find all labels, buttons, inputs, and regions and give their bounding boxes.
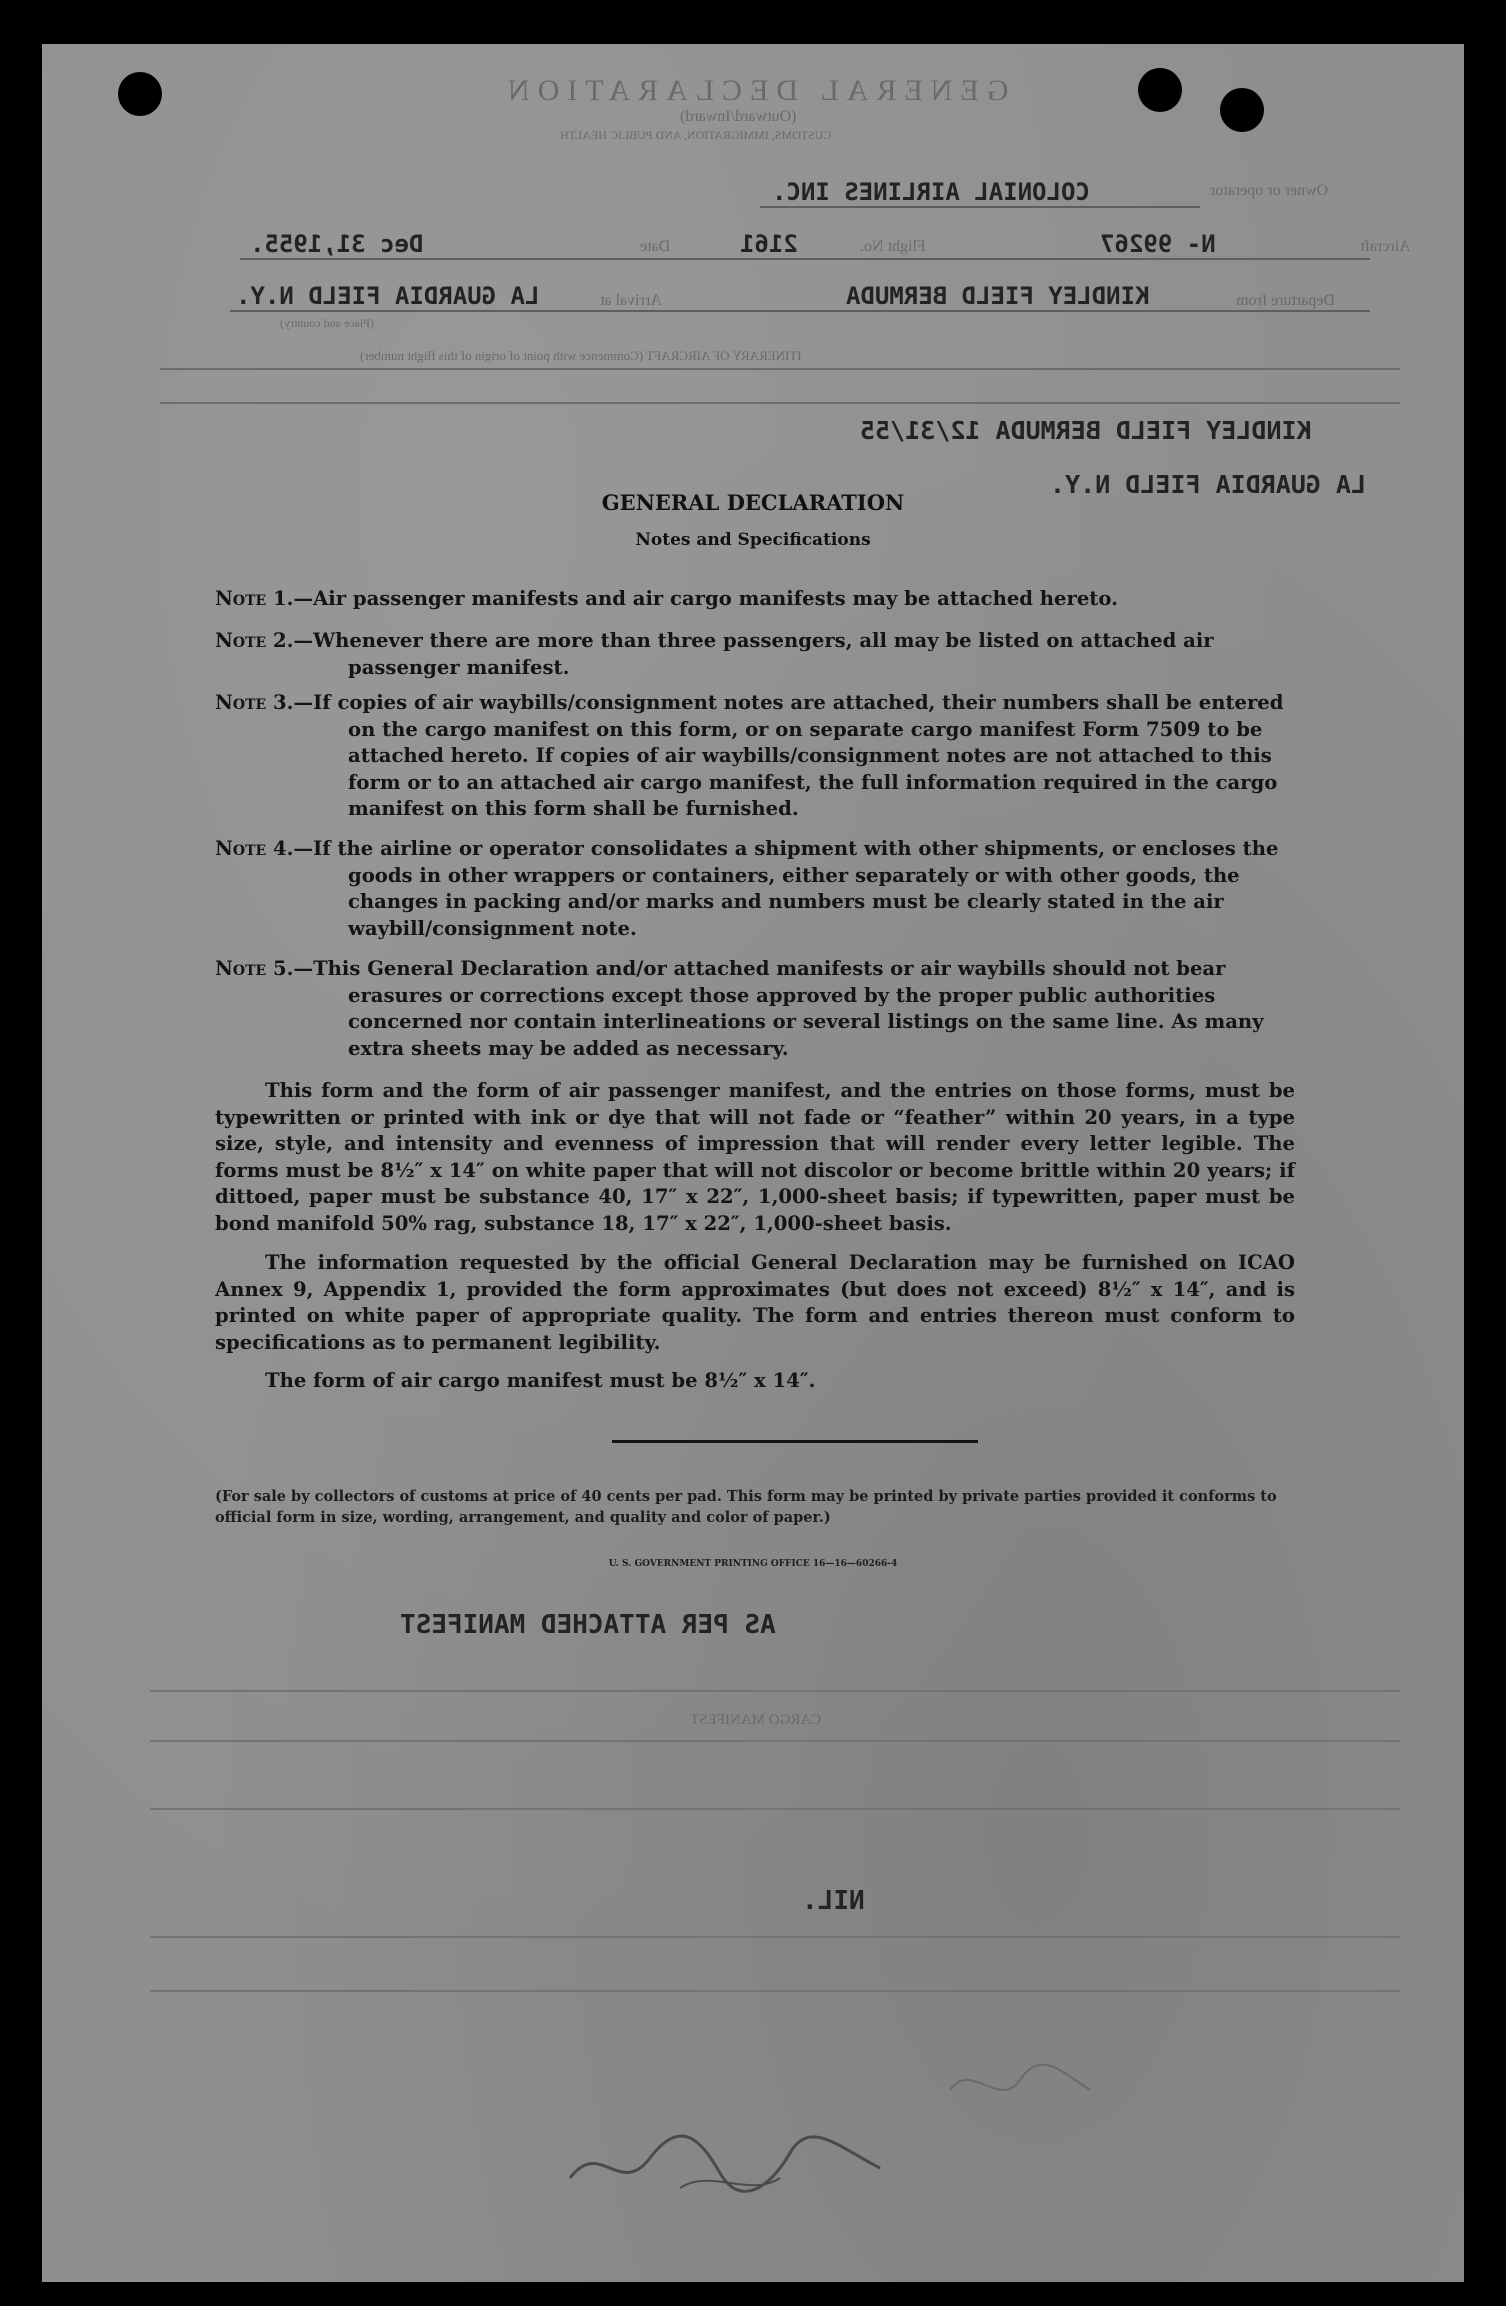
punch-hole [1138,68,1182,112]
form-line [150,1990,1400,1992]
bleed-cargo-manifest-label: CARGO MANIFEST [690,1712,822,1728]
stamp-scribble [940,2050,1100,2120]
note-2 [215,628,1295,681]
note-3-text: —If copies of air waybills/consignment notes are attached, their numbers shall be entered on the cargo manifest on this form, or on separate cargo manifest Form 7509 to be attached hereto. If copies of air waybills/consignment notes are not attached to this form or to an attached air cargo manifest, the full information required in the cargo manifest on this form shall be furnished. [293,691,1284,821]
bleed-label-aircraft: Aircraft [1360,238,1411,255]
divider [612,1440,978,1443]
form-line [160,368,1400,370]
bleed-aircraft: N- 99267 [1100,230,1216,258]
form-line [150,1936,1400,1938]
note-2-tag: Note 2. [215,629,294,652]
paragraph-form-requirements: This form and the form of air passenger manifest, and the entries on those forms, must be typewritten or printed with ink or dye that will not fade or “feather” within 20 years, in a type size, style, and intensity and evenness of impression that will render every letter legible. The forms must be 8½″ x 14″ on white paper that will not discolor or become brittle within 20 years; if dittoed, paper must be substance 40, 17″ x 22″, 1,000-sheet basis; if typewritten, paper must be bond manifold 50% rag, substance 18, 17″ x 22″, 1,000-sheet basis. [215,1079,1295,1235]
bleed-operator: COLONIAL AIRLINES INC. [772,178,1090,206]
paragraph-cargo-manifest-size: The form of air cargo manifest must be 8½″ x 14″. [265,1369,816,1392]
form-line [150,1808,1400,1810]
bleed-place-country: (Place and country) [280,316,374,330]
form-line [230,310,1370,312]
bleed-label-owner: Owner or operator [1210,182,1329,199]
note-1-tag: Note 1. [215,587,294,610]
bleed-agency-line: CUSTOMS, IMMIGRATION, AND PUBLIC HEALTH [560,128,832,142]
bleed-form-title: GENERAL DECLARATION [500,74,1009,107]
notes-title: GENERAL DECLARATION [601,490,905,515]
bleed-itinerary-origin: KINDLEY FIELD BERMUDA 12/31/55 [860,416,1312,445]
note-3-tag: Note 3. [215,691,294,714]
note-5-tag: Note 5. [215,957,294,980]
sale-notice: (For sale by collectors of customs at price of 40 cents per pad. This form may be printed by private parties provided it conforms to official form in size, wording, arrangement, and quality and color of paper.) [215,1488,1277,1526]
bleed-departure: KINDLEY FIELD BERMUDA [846,282,1150,310]
form-line [240,258,1370,260]
punch-hole [1220,88,1264,132]
bleed-cargo-entry: NIL. [802,1886,865,1916]
note-1-text: —Air passenger manifests and air cargo manifests may be attached hereto. [293,587,1118,610]
note-2-text: —Whenever there are more than three passengers, all may be listed on attached air passenger manifest. [293,629,1214,679]
note-4-text: —If the airline or operator consolidates a shipment with other shipments, or encloses the goods in other wrappers or containers, either separately or with other goods, the changes in packing and/or marks and numbers must be clearly stated in the air waybill/consignment note. [293,837,1279,940]
form-line [160,402,1400,404]
bleed-label-departure: Departure from [1236,292,1336,309]
bleed-form-subtitle: (Outward/Inward) [680,108,797,125]
bleed-label-flight: Flight No. [860,238,926,255]
bleed-date: Dec 31,1955. [250,230,424,258]
note-4-tag: Note 4. [215,837,294,860]
notes-subtitle: Notes and Specifications [635,530,871,550]
gpo-line: U. S. GOVERNMENT PRINTING OFFICE 16—16—60266-4 [608,1559,898,1569]
note-4 [215,836,1295,942]
bleed-itinerary-destination: LA GUARDIA FIELD N.Y. [1050,470,1367,499]
form-line [760,206,1200,208]
signature-mark [560,2118,900,2208]
punch-hole [118,72,162,116]
note-3 [215,690,1295,823]
form-line [150,1690,1400,1692]
bleed-route-label: ITINERARY OF AIRCRAFT (Commence with point of origin of this flight number) [360,348,802,363]
paragraph-icao-annex: The information requested by the official General Declaration may be furnished on ICAO Annex 9, Appendix 1, provided the form approximates (but does not exceed) 8½″ x 14″, and is printed on white paper of appropriate quality. The form and entries thereon must conform to specifications as to permanent legibility. [215,1251,1295,1354]
note-5 [215,956,1295,1062]
note-1 [215,586,1295,613]
bleed-arrival: LA GUARDIA FIELD N.Y. [236,282,540,310]
bleed-passenger-manifest: AS PER ATTACHED MANIFEST [400,1610,776,1640]
bleed-label-arrival: Arrival at [600,292,662,309]
bleed-label-date: Date [640,238,671,255]
note-5-text: —This General Declaration and/or attached manifests or air waybills should not bear erasures or corrections except those approved by the proper public authorities concerned nor contain interlineations or several listings on the same line. As many extra sheets may be added as necessary. [293,957,1264,1060]
bleed-flight-no: 2161 [740,230,798,258]
form-line [150,1740,1400,1742]
